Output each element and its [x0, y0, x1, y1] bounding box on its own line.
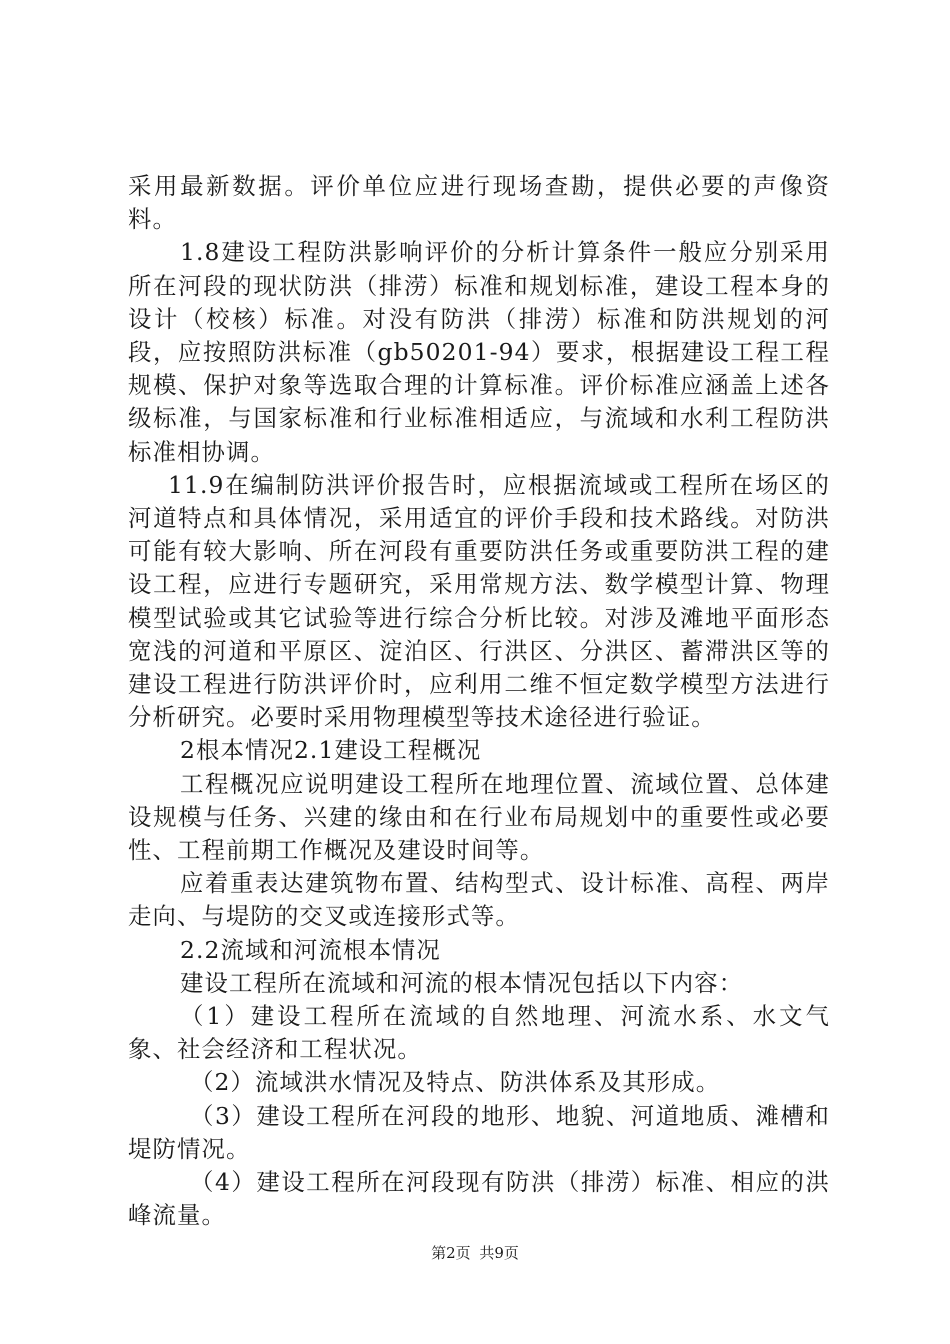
list-item-3: （3）建设工程所在河段的地形、地貌、河道地质、滩槽和堤防情况。: [128, 1101, 830, 1163]
paragraph-project-overview: 工程概况应说明建设工程所在地理位置、流域位置、总体建设规模与任务、兴建的缘由和在行业布局规划中的重要性或必要性、工程前期工作概况及建设时间等。: [128, 769, 830, 865]
paragraph-basin-intro: 建设工程所在流域和河流的根本情况包括以下内容：: [180, 968, 744, 997]
paragraph-continuation: 采用最新数据。评价单位应进行现场查勘，提供必要的声像资料。: [128, 172, 830, 234]
paragraph-building-layout: 应着重表达建筑物布置、结构型式、设计标准、高程、两岸走向、与堤防的交叉或连接形式等。: [128, 869, 830, 931]
list-item-1: （1）建设工程所在流域的自然地理、河流水系、水文气象、社会经济和工程状况。: [128, 1002, 830, 1064]
list-item-4: （4）建设工程所在河段现有防洪（排涝）标准、相应的洪峰流量。: [128, 1168, 830, 1230]
page-footer: 第2页 共9页: [431, 1244, 519, 1262]
section-heading-2: 2根本情况2.1建设工程概况: [180, 736, 482, 765]
paragraph-11-9: 11.9在编制防洪评价报告时，应根据流域或工程所在场区的河道特点和具体情况，采用适宜的评价手段和技术路线。对防洪可能有较大影响、所在河段有重要防洪任务或重要防洪工程的建设工程，应进行专题研究，采用常规方法、数学模型计算、物理模型试验或其它试验等进行综合分析比较。对涉及滩地平面形态宽浅的河道和平原区、淀泊区、行洪区、分洪区、蓄滞洪区等的建设工程进行防洪评价时，应利用二维不恒定数学模型方法进行分析研究。必要时采用物理模型等技术途径进行验证。: [128, 470, 830, 732]
section-heading-2-2: 2.2流域和河流根本情况: [180, 935, 441, 964]
list-item-2: （2）流域洪水情况及特点、防洪体系及其形成。: [190, 1068, 721, 1097]
paragraph-1-8: 1.8建设工程防洪影响评价的分析计算条件一般应分别采用所在河段的现状防洪（排涝）标准和规划标准，建设工程本身的设计（校核）标准。对没有防洪（排涝）标准和防洪规划的河段，应按照防洪标准（gb50201-94）要求，根据建设工程工程规模、保护对象等选取合理的计算标准。评价标准应涵盖上述各级标准，与国家标准和行业标准相适应，与流域和水利工程防洪标准相协调。: [128, 238, 830, 466]
document-body: [128, 170, 830, 1233]
